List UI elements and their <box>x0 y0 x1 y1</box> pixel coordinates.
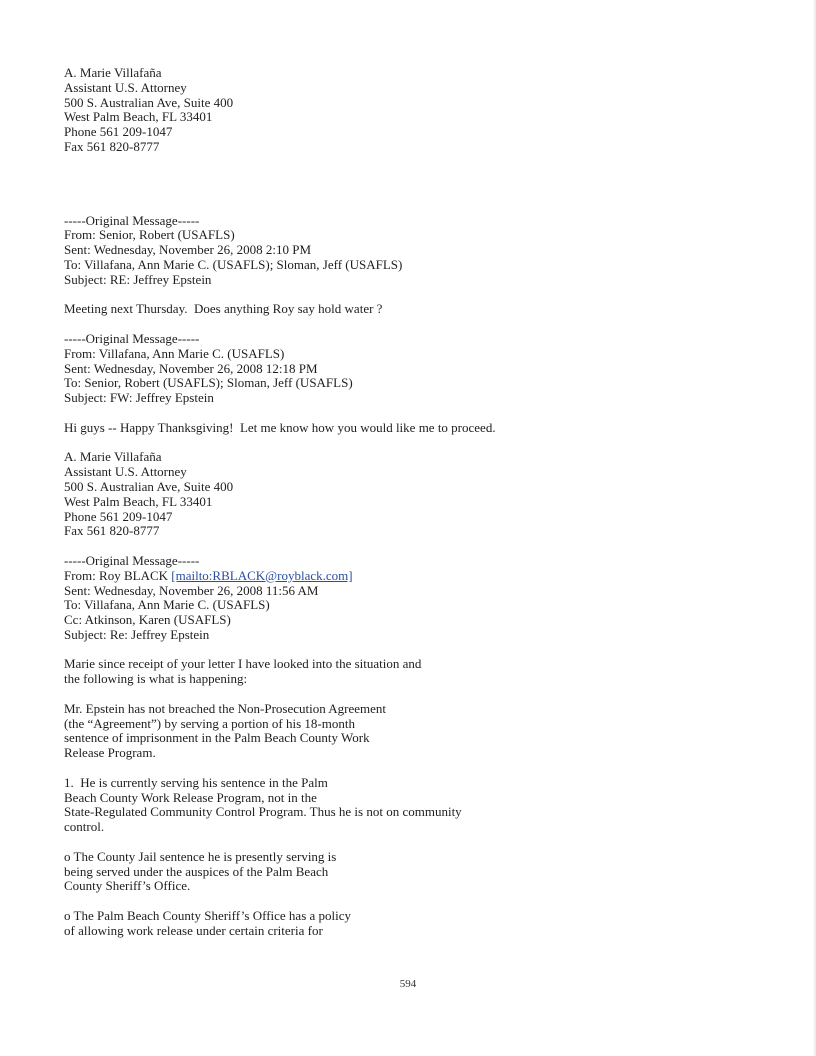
paragraph-line: Beach County Work Release Program, not in the <box>64 789 317 805</box>
message-header-2 <box>64 332 764 406</box>
header-to: To: Villafana, Ann Marie C. (USAFLS) <box>64 597 270 613</box>
message-body-2: Hi guys -- Happy Thanksgiving! Let me know how you would like me to proceed. <box>64 419 496 435</box>
paragraph <box>64 702 764 761</box>
signature-block-2 <box>64 450 764 539</box>
header-from: From: Villafana, Ann Marie C. (USAFLS) <box>64 345 285 361</box>
signature-line: A. Marie Villafaña <box>64 449 162 465</box>
header-subject: Subject: RE: Jeffrey Epstein <box>64 271 212 287</box>
paragraph-line: Mr. Epstein has not breached the Non-Prosecution Agreement <box>64 700 387 716</box>
signature-line: 500 S. Australian Ave, Suite 400 <box>64 94 234 110</box>
header-sent: Sent: Wednesday, November 26, 2008 11:56 AM <box>64 582 319 598</box>
header-subject: Subject: Re: Jeffrey Epstein <box>64 626 210 642</box>
paragraph-line: o The Palm Beach County Sheriff’s Office has a policy <box>64 908 352 924</box>
signature-line: 500 S. Australian Ave, Suite 400 <box>64 478 234 494</box>
message-header-3 <box>64 554 764 643</box>
signature-line: Assistant U.S. Attorney <box>64 464 187 480</box>
message-separator: -----Original Message----- <box>64 330 200 346</box>
paragraph-line: the following is what is happening: <box>64 671 248 687</box>
header-subject: Subject: FW: Jeffrey Epstein <box>64 390 214 406</box>
header-from: From: Senior, Robert (USAFLS) <box>64 227 235 243</box>
paragraph-line: 1. He is currently serving his sentence in the Palm <box>64 774 328 790</box>
paragraph-line: sentence of imprisonment in the Palm Beach County Work <box>64 730 370 746</box>
header-sent: Sent: Wednesday, November 26, 2008 2:10 PM <box>64 242 312 258</box>
paragraph <box>64 850 764 894</box>
header-sent: Sent: Wednesday, November 26, 2008 12:18 PM <box>64 360 318 376</box>
message-separator: -----Original Message----- <box>64 552 200 568</box>
paragraph-line: o The County Jail sentence he is presently serving is <box>64 848 337 864</box>
signature-line: Assistant U.S. Attorney <box>64 79 187 95</box>
paragraph-line: State-Regulated Community Control Program. Thus he is not on community <box>64 804 462 820</box>
email-document <box>64 66 764 939</box>
header-to: To: Senior, Robert (USAFLS); Sloman, Jeff (USAFLS) <box>64 375 353 391</box>
header-to: To: Villafana, Ann Marie C. (USAFLS); Sloman, Jeff (USAFLS) <box>64 256 403 272</box>
mailto-link[interactable]: [mailto:RBLACK@royblack.com] <box>171 567 353 583</box>
header-from <box>64 569 764 584</box>
paragraph-line: Marie since receipt of your letter I have looked into the situation and <box>64 656 422 672</box>
signature-line: West Palm Beach, FL 33401 <box>64 493 213 509</box>
signature-line: A. Marie Villafaña <box>64 65 162 80</box>
from-prefix: From: Roy BLACK <box>64 567 172 583</box>
header-cc: Cc: Atkinson, Karen (USAFLS) <box>64 612 231 628</box>
paragraph-line: being served under the auspices of the Palm Beach <box>64 863 329 879</box>
paragraph <box>64 776 764 835</box>
paragraph-line: (the “Agreement”) by serving a portion of his 18-month <box>64 715 355 731</box>
paragraph <box>64 909 764 939</box>
message-separator: -----Original Message----- <box>64 212 200 228</box>
signature-block-1 <box>64 66 764 155</box>
message-body-1: Meeting next Thursday. Does anything Roy say hold water ? <box>64 301 383 317</box>
signature-line: West Palm Beach, FL 33401 <box>64 109 213 125</box>
signature-line: Phone 561 209-1047 <box>64 508 173 524</box>
signature-line: Fax 561 820-8777 <box>64 523 160 539</box>
paragraph-line: County Sheriff’s Office. <box>64 878 191 894</box>
page-number: 594 <box>399 978 417 990</box>
signature-line: Fax 561 820-8777 <box>64 138 160 154</box>
signature-line: Phone 561 209-1047 <box>64 124 173 140</box>
paragraph-line: control. <box>64 819 105 835</box>
paragraph-line: of allowing work release under certain criteria for <box>64 922 323 938</box>
paragraph <box>64 657 764 687</box>
message-header-1 <box>64 214 764 288</box>
paragraph-line: Release Program. <box>64 745 156 761</box>
